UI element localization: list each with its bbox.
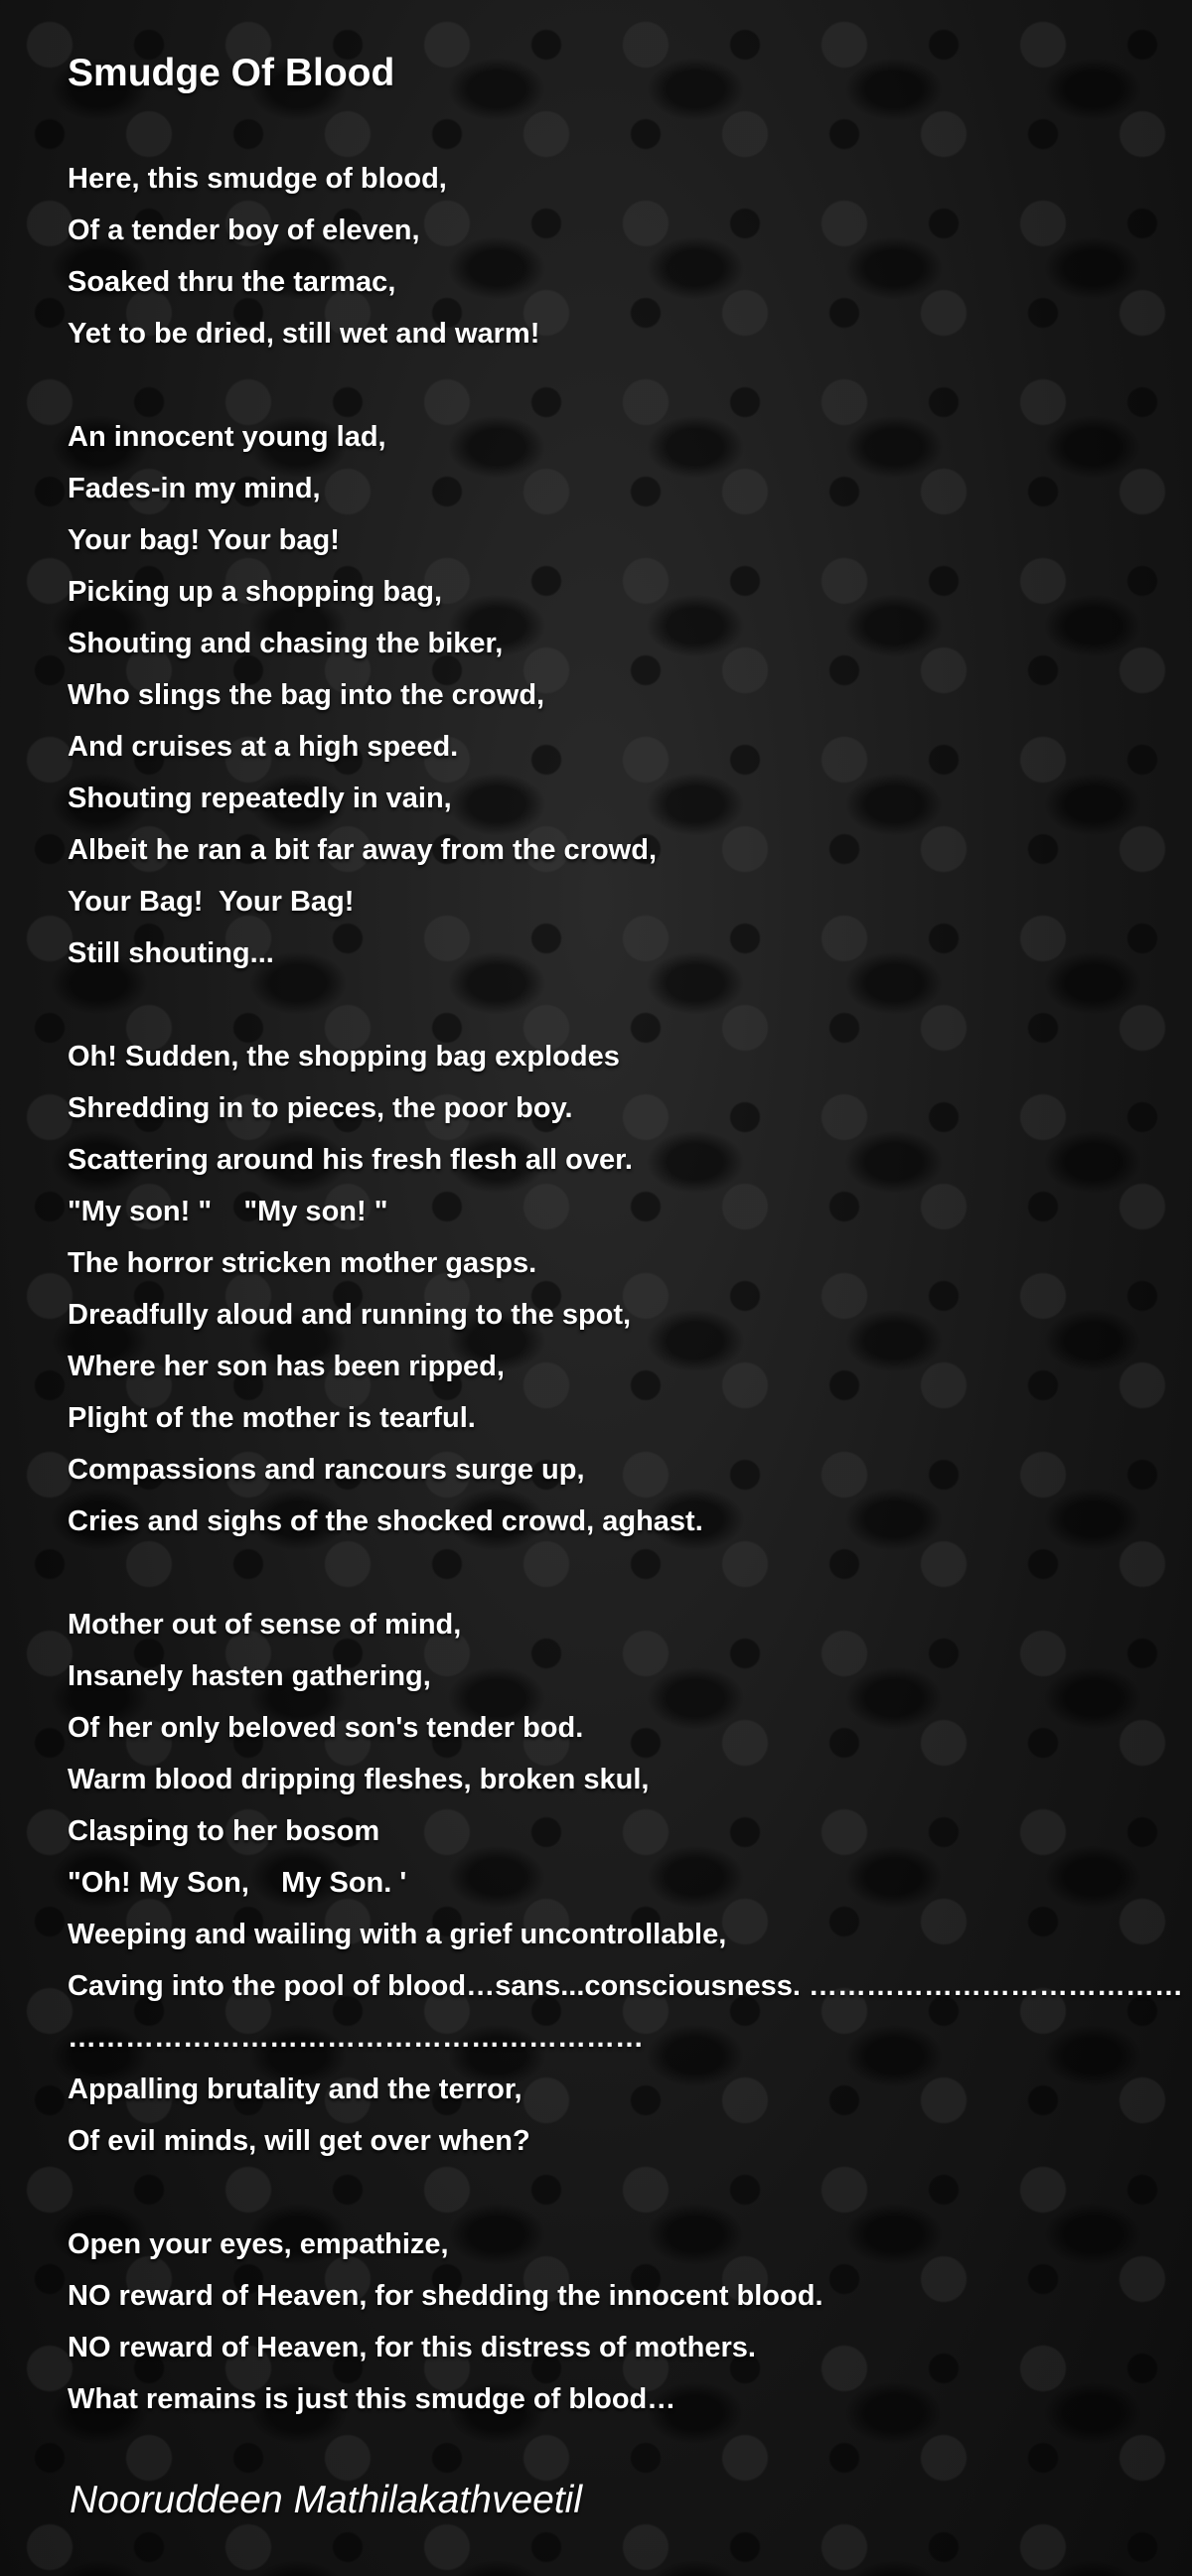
poem-stanza — [68, 1031, 1192, 1547]
poem-line: …………………………………………………… — [68, 2022, 644, 2054]
poem-stanza — [68, 411, 1192, 979]
poem-line: Yet to be dried, still wet and warm! — [68, 318, 540, 350]
poem-line: Warm blood dripping fleshes, broken skul, — [68, 1764, 650, 1795]
poem-line: Mother out of sense of mind, — [68, 1609, 462, 1641]
poem-line: "Oh! My Son, My Son. ' — [68, 1867, 407, 1899]
poem-line: Oh! Sudden, the shopping bag explodes — [68, 1041, 620, 1073]
poem-line: Of her only beloved son's tender bod. — [68, 1712, 584, 1744]
poem-line: Insanely hasten gathering, — [68, 1660, 431, 1692]
poem-line: Caving into the pool of blood…sans...consciousness. ………………………………… — [68, 1970, 1184, 2002]
poem-line: Dreadfully aloud and running to the spot, — [68, 1299, 632, 1331]
poem-line: NO reward of Heaven, for this distress of mothers. — [68, 2332, 756, 2363]
poem-line: Fades-in my mind, — [68, 473, 321, 504]
poem-line: Here, this smudge of blood, — [68, 163, 447, 195]
poem-line: Open your eyes, empathize, — [68, 2228, 449, 2260]
poem-line: Scattering around his fresh flesh all over. — [68, 1144, 633, 1176]
poem-line: The horror stricken mother gasps. — [68, 1247, 537, 1279]
poem-line: Who slings the bag into the crowd, — [68, 679, 545, 711]
poem-line: What remains is just this smudge of blood… — [68, 2383, 676, 2415]
poem-stanza — [68, 2218, 1192, 2425]
poem-line: Of a tender boy of eleven, — [68, 215, 420, 246]
poem-stanza — [68, 153, 1192, 359]
poem-line: Shouting repeatedly in vain, — [68, 783, 452, 814]
poem-stanza — [68, 1599, 1192, 2167]
poem-line: NO reward of Heaven, for shedding the innocent blood. — [68, 2280, 823, 2312]
poem-line: An innocent young lad, — [68, 421, 386, 453]
poem-title: Smudge Of Blood — [68, 52, 395, 94]
poem-line: And cruises at a high speed. — [68, 731, 459, 763]
poem-line: Appalling brutality and the terror, — [68, 2074, 522, 2105]
poem-line: Your bag! Your bag! — [68, 524, 340, 556]
poem-line: Clasping to her bosom — [68, 1815, 380, 1847]
poem-line: Picking up a shopping bag, — [68, 576, 443, 608]
poem-line: Shredding in to pieces, the poor boy. — [68, 1092, 573, 1124]
poem-author: Nooruddeen Mathilakathveetil — [70, 2479, 582, 2521]
poem-line: Cries and sighs of the shocked crowd, aghast. — [68, 1505, 703, 1537]
poem-line: "My son! " "My son! " — [68, 1196, 388, 1227]
poem-line: Weeping and wailing with a grief uncontrollable, — [68, 1919, 727, 1950]
poem-body — [68, 153, 1192, 2477]
poem-line: Compassions and rancours surge up, — [68, 1454, 585, 1486]
poem-line: Your Bag! Your Bag! — [68, 886, 355, 918]
poem-line: Albeit he ran a bit far away from the crowd, — [68, 834, 658, 866]
poem-line: Where her son has been ripped, — [68, 1351, 505, 1382]
poem-line: Soaked thru the tarmac, — [68, 266, 396, 298]
poem-line: Of evil minds, will get over when? — [68, 2125, 530, 2157]
poem-line: Plight of the mother is tearful. — [68, 1402, 476, 1434]
poem-line: Still shouting... — [68, 937, 274, 969]
poem-line: Shouting and chasing the biker, — [68, 628, 504, 659]
